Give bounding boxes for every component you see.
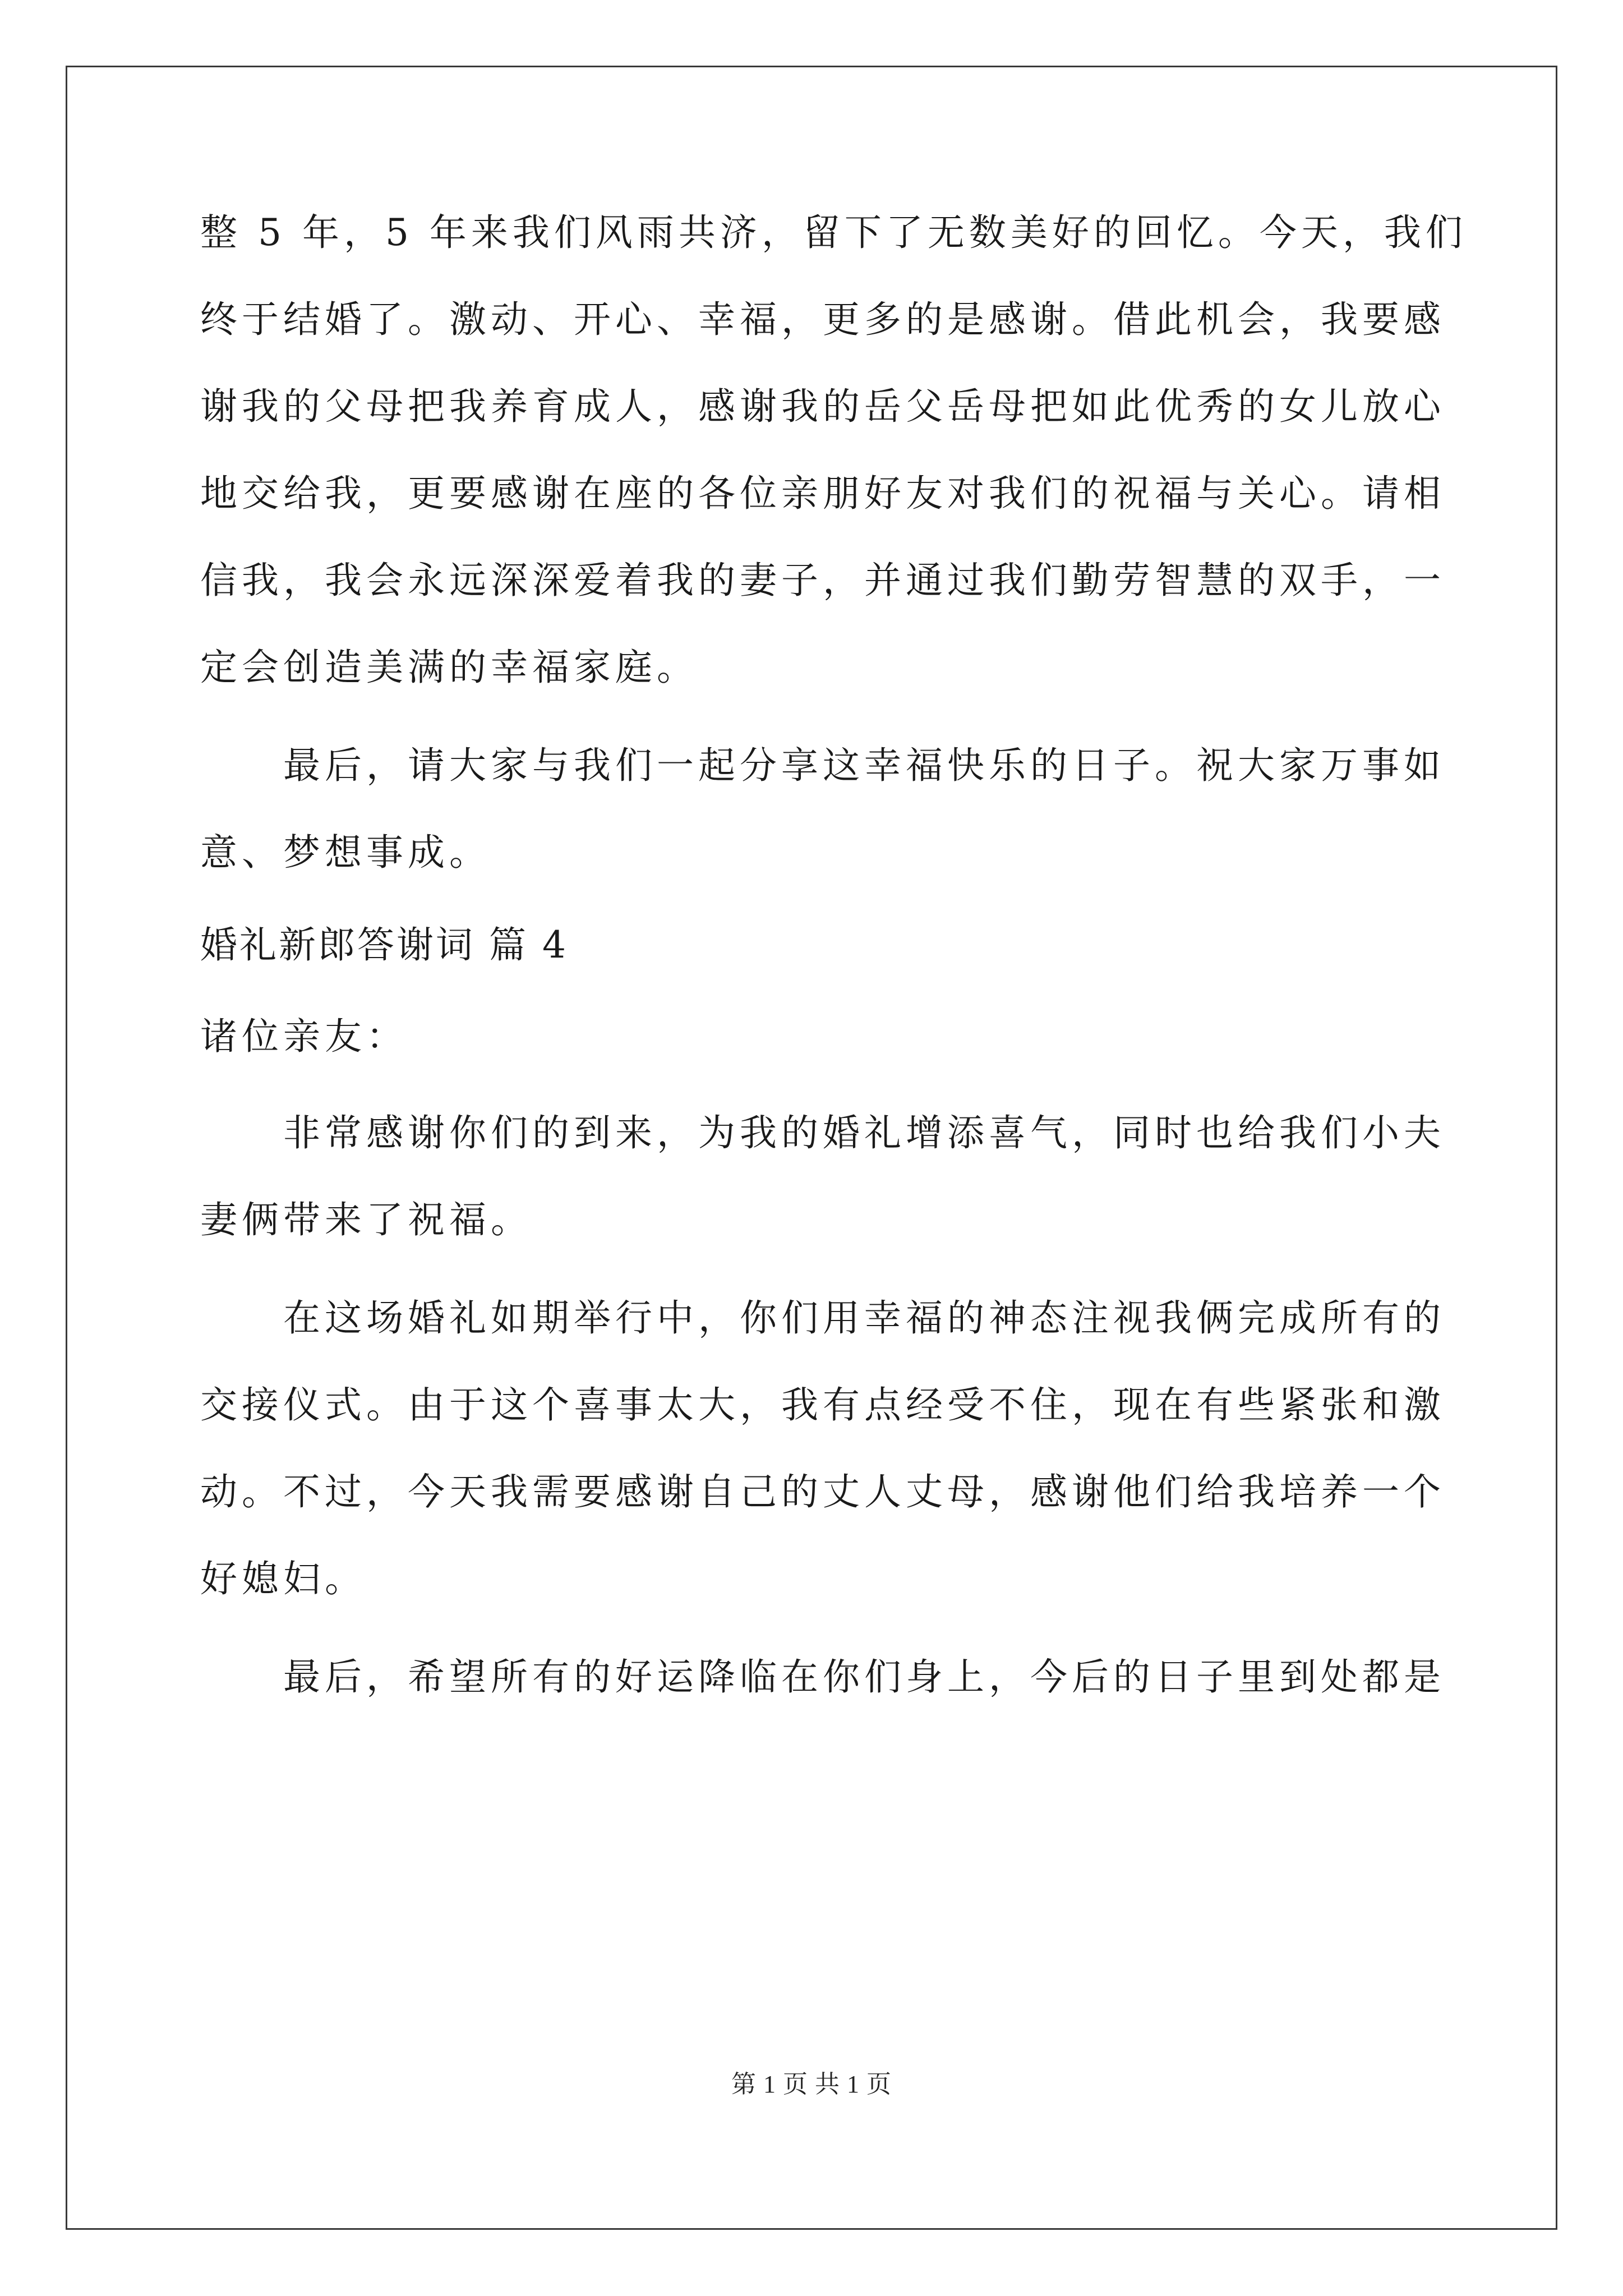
text-line: 交接仪式。由于这个喜事太大，我有点经受不住，现在有些紧张和激 (200, 1383, 1445, 1427)
text-line: 定会创造美满的幸福家庭。 (200, 646, 698, 689)
salutation: 诸位亲友： (200, 1015, 408, 1058)
text-line: 谢我的父母把我养育成人，感谢我的岳父岳母把如此优秀的女儿放心 (200, 385, 1445, 428)
text-line: 地交给我，更要感谢在座的各位亲朋好友对我们的祝福与关心。请相 (200, 472, 1445, 515)
paragraph-first-line: 在这场婚礼如期举行中，你们用幸福的神态注视我俩完成所有的 (283, 1296, 1445, 1340)
text-line: 意、梦想事成。 (200, 831, 491, 874)
text-line: 信我，我会永远深深爱着我的妻子，并通过我们勤劳智慧的双手，一 (200, 559, 1445, 602)
text-line: 整 5 年，5 年来我们风雨共济，留下了无数美好的回忆。今天，我们 (200, 211, 1467, 254)
paragraph-first-line: 最后，请大家与我们一起分享这幸福快乐的日子。祝大家万事如 (283, 744, 1445, 787)
paragraph-first-line: 非常感谢你们的到来，为我的婚礼增添喜气，同时也给我们小夫 (283, 1111, 1445, 1154)
text-line: 终于结婚了。激动、开心、幸福，更多的是感谢。借此机会，我要感 (200, 298, 1445, 341)
paragraph-first-line: 最后，希望所有的好运降临在你们身上，今后的日子里到处都是 (283, 1655, 1445, 1699)
text-line: 动。不过，今天我需要感谢自己的丈人丈母，感谢他们给我培养一个 (200, 1470, 1445, 1513)
text-line: 妻俩带来了祝福。 (200, 1198, 532, 1241)
page-number: 第 1 页 共 1 页 (731, 2070, 892, 2098)
section-heading: 婚礼新郎答谢词 篇 4 (200, 923, 568, 967)
text-line: 好媳妇。 (200, 1557, 366, 1600)
